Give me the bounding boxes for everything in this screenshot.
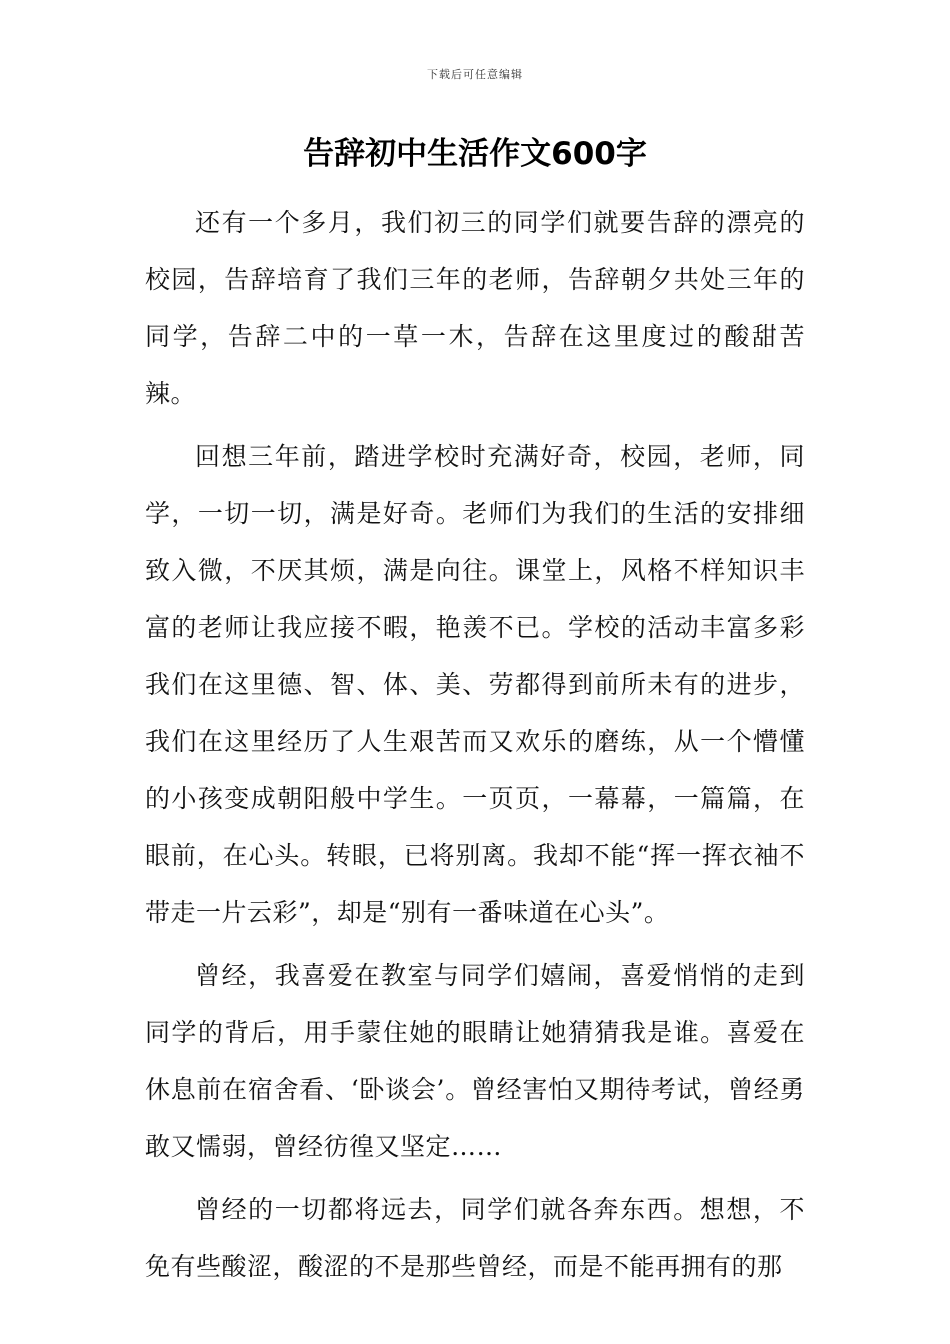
paragraph-4: 曾经的一切都将远去，同学们就各奔东西。想想，不免有些酸涩，酸涩的不是那些曾经，而是不能再拥有的那 [145,1195,805,1281]
paragraph-3: 曾经，我喜爱在教室与同学们嬉闹，喜爱悄悄的走到同学的背后，用手蒙住她的眼睛让她猜猜我是谁。喜爱在休息前在宿舍看、‘卧谈会’。曾经害怕又期待考试，曾经勇敢又懦弱，曾经彷徨又坚定…… [145,961,805,1161]
paragraph-2: 回想三年前，踏进学校时充满好奇，校园，老师，同学，一切一切，满是好奇。老师们为我们的生活的安排细致入微，不厌其烦，满是向往。课堂上，风格不样知识丰富的老师让我应接不暇，艳羡不已。学校的活动丰富多彩我们在这里德、智、体、美、劳都得到前所未有的进步，我们在这里经历了人生艰苦而又欢乐的磨练，从一个懵懂的小孩变成朝阳般中学生。一页页，一幕幕，一篇篇，在眼前，在心头。转眼，已将别离。我却不能“挥一挥衣袖不带走一片云彩”，却是“别有一番味道在心头”。 [145,442,805,927]
header-note: 下载后可任意编辑 [427,68,523,81]
page-title: 告辞初中生活作文600字 [303,136,647,172]
article-body [145,194,805,1301]
paragraph-1: 还有一个多月，我们初三的同学们就要告辞的漂亮的校园，告辞培育了我们三年的老师，告辞朝夕共处三年的同学，告辞二中的一草一木，告辞在这里度过的酸甜苦辣。 [145,208,805,408]
